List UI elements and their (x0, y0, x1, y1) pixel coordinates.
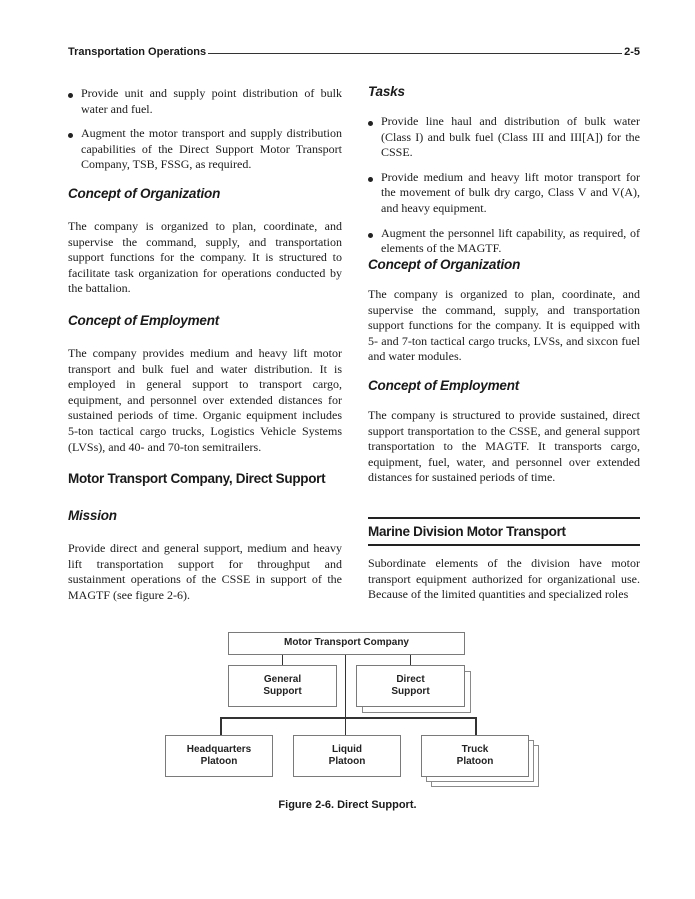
page-number: 2-5 (624, 46, 640, 58)
left-employment-text: The company provides medium and heavy lift motor transport and bulk fuel and water distribution. It is employed in general support to transport cargo, equipment, and personnel over extended distances for sustained periods of time. Organic equipment includes 5-ton tactical cargo trucks, Logistics Vehicle Systems (LVSs), and 40- and 70-ton semitrailers. (68, 346, 342, 454)
left-org-text: The company is organized to plan, coordinate, and supervise the command, supply, and transportation support functions for the company. It is structured to facilitate task organization for operations conducted by the battalion. (68, 219, 342, 296)
list-item: Provide line haul and distribution of bulk water (Class I) and bulk fuel (Class III and III[A]) for the CSSE. (368, 114, 640, 161)
list-item: Augment the personnel lift capability, as required, of elements of the MAGTF. (368, 226, 640, 257)
bullet-icon (368, 177, 373, 182)
org-box-liquid-platoon: Liquid Platoon (293, 735, 401, 777)
trunk-connector (345, 655, 346, 718)
list-item: Provide unit and supply point distribution of bulk water and fuel. (68, 86, 342, 117)
bullet-icon (368, 121, 373, 126)
mission-text: Provide direct and general support, medium and heavy lift transportation support for throughput and sustainment operations of the CSSE in support of the MAGTF (see figure 2-6). (68, 541, 342, 602)
division-text: Subordinate elements of the division have motor transport equipment authorized for organizational use. Because of the limited quantities and specialized roles (368, 556, 640, 602)
header-rule (208, 53, 622, 54)
org-box-truck-platoon: Truck Platoon (421, 735, 529, 777)
running-header (68, 44, 640, 60)
truck-connector (475, 717, 477, 735)
left-org-heading: Concept of Organization (68, 186, 221, 201)
org-box-general-support: General Support (228, 665, 337, 707)
left-employment-heading: Concept of Employment (68, 313, 220, 328)
right-org-text: The company is organized to plan, coordinate, and supervise the command, supply, and transportation support functions for the company. It is equipped with 5- and 7-ton tactical cargo trucks, LVSs, and sixcon fuel and water modules. (368, 287, 640, 364)
platoon-bus-connector (220, 717, 477, 719)
general-connector (282, 655, 283, 665)
running-title: Transportation Operations (68, 46, 207, 58)
org-box-direct-support: Direct Support (356, 665, 465, 707)
bullet-icon (68, 93, 73, 98)
liquid-connector (345, 717, 346, 735)
right-employment-text: The company is structured to provide sustained, direct support transportation to the CSSE, and general support transportation to the MAGTF. It transports cargo, equipment, fuel, water, and personnel over extended distances for sustained periods of time. (368, 408, 640, 485)
right-employment-heading: Concept of Employment (368, 378, 520, 393)
tasks-bullet-list (368, 114, 640, 266)
direct-connector (410, 655, 411, 665)
tasks-heading: Tasks (368, 84, 405, 99)
bullet-icon (68, 133, 73, 138)
mission-heading: Mission (68, 508, 117, 523)
org-box-headquarters-platoon: Headquarters Platoon (165, 735, 273, 777)
org-box-motor-transport-company: Motor Transport Company (228, 632, 465, 655)
list-item: Augment the motor transport and supply distribution capabilities of the Direct Support Motor Transport Company, TSB, FSSG, as required. (68, 126, 342, 173)
left-bullet-list (68, 86, 342, 182)
right-org-heading: Concept of Organization (368, 257, 521, 272)
figure-caption: Figure 2-6. Direct Support. (278, 799, 417, 811)
section-heading-division-motor-transport: Marine Division Motor Transport (368, 517, 640, 546)
list-item: Provide medium and heavy lift motor transport for the movement of bulk dry cargo, Class V and V(A), and heavy equipment. (368, 170, 640, 217)
bullet-icon (368, 233, 373, 238)
section-heading-direct-support: Motor Transport Company, Direct Support (68, 471, 326, 486)
hq-connector (220, 717, 222, 735)
